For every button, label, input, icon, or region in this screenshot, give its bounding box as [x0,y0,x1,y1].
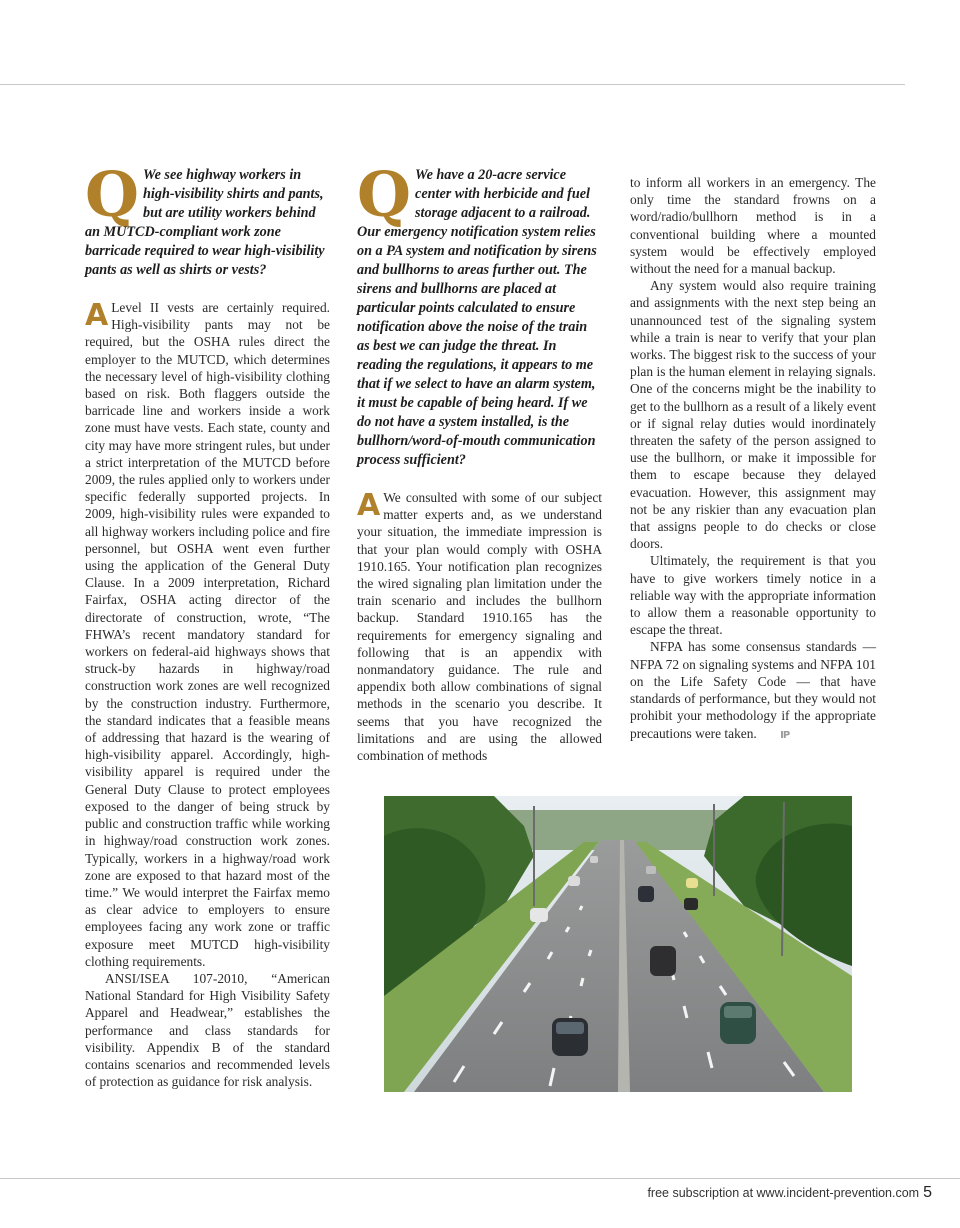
answer-1-text: Level II vests are certainly required. High-visibility pants may not be required, but the OSHA rules direct the employer to the MUTCD, which determines the necessary level of high-visibility clothing based on risk. Both flaggers outside the barricade line and workers inside a work zone must have vests. Each state, county and city may have more stringent rules, but under a strict interpretation of the MUTCD before 2009, the rules applied only to workers under specific federally supported projects. In 2009, high-visibility rules were expanded to all highway workers including police and fire personnel, but OSHA went even further using the application of the General Duty Clause. In a 2009 interpretation, Richard Fairfax, OSHA acting director of the directorate of construction, wrote, “The FHWA’s recent mandatory standard for workers on federal-aid highways shows that struck-by hazards in highway/road construction work zones are well recognized by the construction industry. Furthermore, the standard indicates that a feasible means of addressing that hazard is the wearing of high-visibility apparel. Accordingly, high-visibility apparel is required under the General Duty Clause to protect employees exposed to the danger of being struck by public and construction traffic while working in highway/road construction work zones. Typically, workers in a highway/road work zone are exposed to that hazard most of the time.” We would interpret the Fairfax memo as clear advice to employers to ensure employees facing any work zone or traffic exposure meet MUTCD high-visibility clothing requirements. [85,300,330,969]
answer-1 [85,299,330,970]
answer-dropcap: A [357,488,381,523]
bottom-rule [0,1178,960,1179]
answer-2-paragraph-4-text: NFPA has some consensus standards — NFPA 72 on signaling systems and NFPA 101 on the Life Safety Code — that have standards of performance, but they would not prohibit your methodology if the appropriate precautions were taken. [630,639,876,741]
column-3 [630,174,876,744]
answer-2-paragraph-4 [630,638,876,743]
column-2 [357,158,602,764]
answer-dropcap: A [85,298,109,333]
question-2-text: We have a 20-acre service center with herbicide and fuel storage adjacent to a railroad. Our emergency notification system relies on a PA system and notification by sirens and bullhorns to areas further out. The sirens and bullhorns are placed at particular points calculated to ensure notification above the noise of the train as best we can judge the threat. In reading the regulations, it appears to me that if we select to have an alarm system, it must be capable of being heard. If we do not have a system installed, is the bullhorn/word-of-mouth communication process sufficient? [357,167,597,468]
column-1 [85,158,330,1090]
answer-2-paragraph-3: Ultimately, the requirement is that you have to give workers timely notice in a reliable way with the appropriate information to allow them a reasonable opportunity to escape the threat. [630,553,876,638]
answer-1-paragraph-2: ANSI/ISEA 107-2010, “American National Standard for High Visibility Safety Apparel and Headwear,” establishes the performance and class standards for visibility. Appendix B of the standard contains scenarios and recommended levels of protection as guidance for risk analysis. [85,970,330,1090]
highway-photo [384,796,852,1092]
answer-2-paragraph-2: Any system would also require training and assignments with the next step being an unannounced test of the signaling system while a train is near to verify that your plan works. The biggest risk to the success of your plan is the human element in relaying signals. One of the concerns might be the inability to get to the bullhorn as a result of a likely event or if signal relay duties would inordinately threaten the safety of the person assigned to use the bullhorn, or make it impossible for them to escape because they delayed evacuation. However, this assignment may not be any riskier than any evacuation plan that assigns people to do checks or close doors. [630,278,876,552]
page-footer [647,1184,932,1202]
answer-2 [357,489,602,764]
question-dropcap: Q [85,158,140,231]
answer-2-continued: to inform all workers in an emergency. The only time the standard frowns on a word/radio/bullhorn method is in a conventional building where a mounted system would be effectively employed without the need for a manual backup. [630,175,876,277]
question-1-text: We see highway workers in high-visibility shirts and pants, but are utility workers behind an MUTCD-compliant work zone barricade required to wear high-visibility pants as well as shirts or vests? [85,167,325,278]
top-rule [0,84,905,85]
answer-2-text: We consulted with some of our subject matter experts and, as we understand your situation, the immediate impression is that your plan would comply with OSHA 1910.165. Your notification plan recognizes the wired signaling plan limitation under the train scenario and includes the bullhorn backup. Standard 1910.165 has the requirements for emergency signaling and following that is an appendix with nonmandatory guidance. The rule and appendix both allow combinations of signal methods in the scenario you describe. It seems that you have recognized the limitations and are using the allowed combination of methods [357,490,602,764]
end-mark-icon: IP [780,729,790,741]
page-number: 5 [923,1184,932,1201]
footer-subscription-text: free subscription at www.incident-prevention.com [647,1186,920,1200]
question-dropcap: Q [357,158,412,231]
question-1 [85,158,330,280]
question-2 [357,158,602,470]
